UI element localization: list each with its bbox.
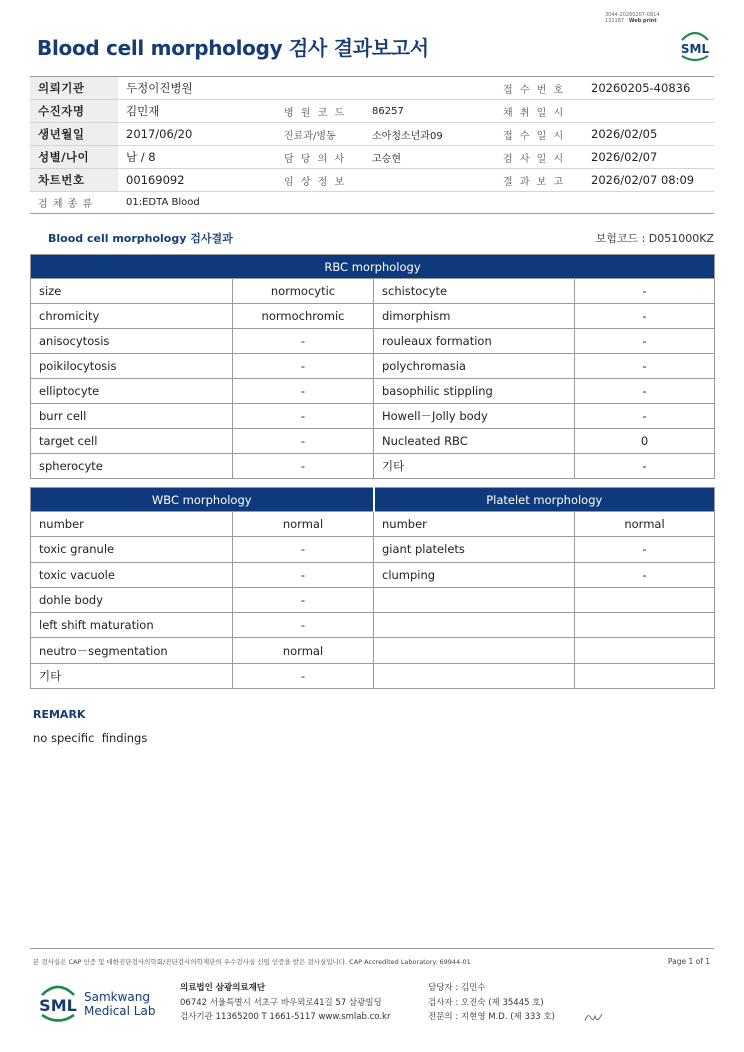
table-row xyxy=(31,379,715,404)
brand-name xyxy=(84,990,155,1018)
info-value: 김민재 xyxy=(118,100,276,123)
info-label: 진료과/병동 xyxy=(276,123,364,146)
info-row xyxy=(30,123,714,146)
table-row xyxy=(31,429,715,454)
item-name: rouleaux formation xyxy=(374,329,575,354)
item-value: - xyxy=(233,587,374,612)
info-value: 86257 xyxy=(364,100,495,123)
item-value: - xyxy=(575,562,715,587)
info-row xyxy=(30,77,714,100)
item-name: chromicity xyxy=(31,304,233,329)
item-name: target cell xyxy=(31,429,233,454)
organization-info xyxy=(180,981,390,1025)
info-row xyxy=(30,100,714,123)
info-label: 검 체 종 류 xyxy=(30,192,118,214)
report-meta xyxy=(605,12,695,24)
item-name: size xyxy=(31,279,233,304)
table-row xyxy=(31,537,715,562)
footer-divider xyxy=(30,948,714,949)
rbc-morphology-table xyxy=(30,254,715,479)
item-name xyxy=(374,663,575,688)
wbc-platelet-table xyxy=(30,487,715,689)
item-value: - xyxy=(233,613,374,638)
item-value: normochromic xyxy=(233,304,374,329)
item-name: poikilocytosis xyxy=(31,354,233,379)
org-contact: 검사기관 11365200 T 1661-5117 www.smlab.co.kr xyxy=(180,1012,391,1022)
item-name: 기타 xyxy=(31,663,233,688)
item-value: - xyxy=(575,279,715,304)
info-row xyxy=(30,146,714,169)
certification-note: 본 검사실은 CAP 인증 및 대한진단검사의학회/진단검사의학재단의 우수검사실 신임 인증을 받은 검사실입니다. CAP Accredited Laboratory. 69944-01 xyxy=(33,958,471,966)
insurance-code: 보험코드 : D051000KZ xyxy=(595,232,714,245)
item-name xyxy=(374,587,575,612)
item-value: - xyxy=(233,562,374,587)
signature-icon xyxy=(583,1009,605,1025)
item-name: 기타 xyxy=(374,454,575,479)
org-address: 06742 서울특별시 서초구 바우뫼로41길 57 삼광빌딩 xyxy=(180,997,382,1008)
item-value: - xyxy=(575,304,715,329)
item-name: elliptocyte xyxy=(31,379,233,404)
item-value: - xyxy=(575,537,715,562)
item-name: dimorphism xyxy=(374,304,575,329)
item-value: - xyxy=(575,454,715,479)
item-name: Howell－Jolly body xyxy=(374,404,575,429)
info-value: 2026/02/07 08:09 xyxy=(583,169,714,192)
table-row xyxy=(31,663,715,688)
table-row xyxy=(31,613,715,638)
item-name: polychromasia xyxy=(374,354,575,379)
item-value: - xyxy=(233,404,374,429)
info-label: 수진자명 xyxy=(30,100,118,123)
item-value xyxy=(575,663,715,688)
item-name xyxy=(374,638,575,663)
info-row xyxy=(30,169,714,192)
staff-specialist: 전문의 : 지현영 M.D. (제 333 호) xyxy=(428,1012,555,1022)
table-row xyxy=(31,279,715,304)
info-label: 채 취 일 시 xyxy=(495,100,583,123)
table-row xyxy=(31,329,715,354)
info-row xyxy=(30,192,714,214)
item-value: normal xyxy=(575,512,715,537)
rbc-header: RBC morphology xyxy=(31,255,715,279)
info-value: 두정이진병원 xyxy=(118,77,495,100)
remark-text: no specific findings xyxy=(33,731,148,745)
item-name: dohle body xyxy=(31,587,233,612)
item-name: clumping xyxy=(374,562,575,587)
table-row xyxy=(31,304,715,329)
brand-line2: Medical Lab xyxy=(84,1004,156,1018)
item-value xyxy=(575,613,715,638)
page-number: Page 1 of 1 xyxy=(667,957,710,966)
item-name: giant platelets xyxy=(374,537,575,562)
item-value: - xyxy=(233,429,374,454)
table-row xyxy=(31,512,715,537)
section-title: Blood cell morphology 검사결과 xyxy=(48,232,233,245)
info-value: 고승현 xyxy=(364,146,495,169)
info-label: 검 사 일 시 xyxy=(495,146,583,169)
item-value: - xyxy=(233,329,374,354)
item-name: number xyxy=(374,512,575,537)
item-name: burr cell xyxy=(31,404,233,429)
sml-logo-icon xyxy=(676,28,714,62)
web-print-label: Web print xyxy=(628,18,657,24)
item-name: anisocytosis xyxy=(31,329,233,354)
info-value: 2026/02/05 xyxy=(583,123,714,146)
info-value: 00169092 xyxy=(118,169,276,192)
table-row xyxy=(31,638,715,663)
info-value xyxy=(583,100,714,123)
logo-text: SML xyxy=(39,996,77,1015)
org-name: 의료법인 삼광의료재단 xyxy=(180,983,266,993)
table-row xyxy=(31,562,715,587)
platelet-header: Platelet morphology xyxy=(374,488,715,512)
table-row xyxy=(31,454,715,479)
item-value xyxy=(575,587,715,612)
item-value: normocytic xyxy=(233,279,374,304)
info-label: 임 상 정 보 xyxy=(276,169,364,192)
info-value: 남 / 8 xyxy=(118,146,276,169)
item-name: schistocyte xyxy=(374,279,575,304)
info-label: 병 원 코 드 xyxy=(276,100,364,123)
info-label: 결 과 보 고 xyxy=(495,169,583,192)
item-name: number xyxy=(31,512,233,537)
item-value: - xyxy=(233,663,374,688)
table-row xyxy=(31,404,715,429)
info-label: 접 수 번 호 xyxy=(495,77,583,100)
info-value: 소아청소년과09 xyxy=(364,123,495,146)
item-name: toxic vacuole xyxy=(31,562,233,587)
page-title: Blood cell morphology 검사 결과보고서 xyxy=(37,36,429,60)
item-name: neutro－segmentation xyxy=(31,638,233,663)
info-label: 생년월일 xyxy=(30,123,118,146)
item-name: spherocyte xyxy=(31,454,233,479)
remark-label: REMARK xyxy=(33,708,86,721)
item-name: toxic granule xyxy=(31,537,233,562)
info-value: 2017/06/20 xyxy=(118,123,276,146)
item-name: left shift maturation xyxy=(31,613,233,638)
info-value: 01:EDTA Blood xyxy=(118,192,714,214)
logo-text: SML xyxy=(680,42,710,56)
info-value: 2026/02/07 xyxy=(583,146,714,169)
item-value: - xyxy=(233,537,374,562)
item-value xyxy=(575,638,715,663)
wbc-header: WBC morphology xyxy=(31,488,374,512)
item-value: - xyxy=(575,379,715,404)
item-value: normal xyxy=(233,638,374,663)
item-name: Nucleated RBC xyxy=(374,429,575,454)
item-name xyxy=(374,613,575,638)
item-value: - xyxy=(575,404,715,429)
item-value: - xyxy=(233,354,374,379)
patient-info-table xyxy=(30,76,714,214)
staff-manager: 담당자 : 김민수 xyxy=(428,983,486,993)
item-value: normal xyxy=(233,512,374,537)
staff-info xyxy=(428,981,555,1025)
info-value xyxy=(364,169,495,192)
item-value: - xyxy=(233,454,374,479)
sml-logo-icon xyxy=(34,980,82,1024)
item-value: - xyxy=(233,379,374,404)
brand-line1: Samkwang xyxy=(84,990,150,1004)
info-label: 담 당 의 사 xyxy=(276,146,364,169)
info-label: 접 수 일 시 xyxy=(495,123,583,146)
item-value: - xyxy=(575,329,715,354)
info-label: 차트번호 xyxy=(30,169,118,192)
info-label: 성별/나이 xyxy=(30,146,118,169)
table-row xyxy=(31,354,715,379)
report-meta-code: 3044-20260207-0814 xyxy=(605,12,660,18)
staff-tester: 검사자 : 오진숙 (제 35445 호) xyxy=(428,997,544,1008)
table-row xyxy=(31,587,715,612)
item-value: - xyxy=(575,354,715,379)
item-value: 0 xyxy=(575,429,715,454)
report-meta-id: 131187 xyxy=(605,18,625,24)
info-label: 의뢰기관 xyxy=(30,77,118,100)
info-value: 20260205-40836 xyxy=(583,77,714,100)
item-name: basophilic stippling xyxy=(374,379,575,404)
